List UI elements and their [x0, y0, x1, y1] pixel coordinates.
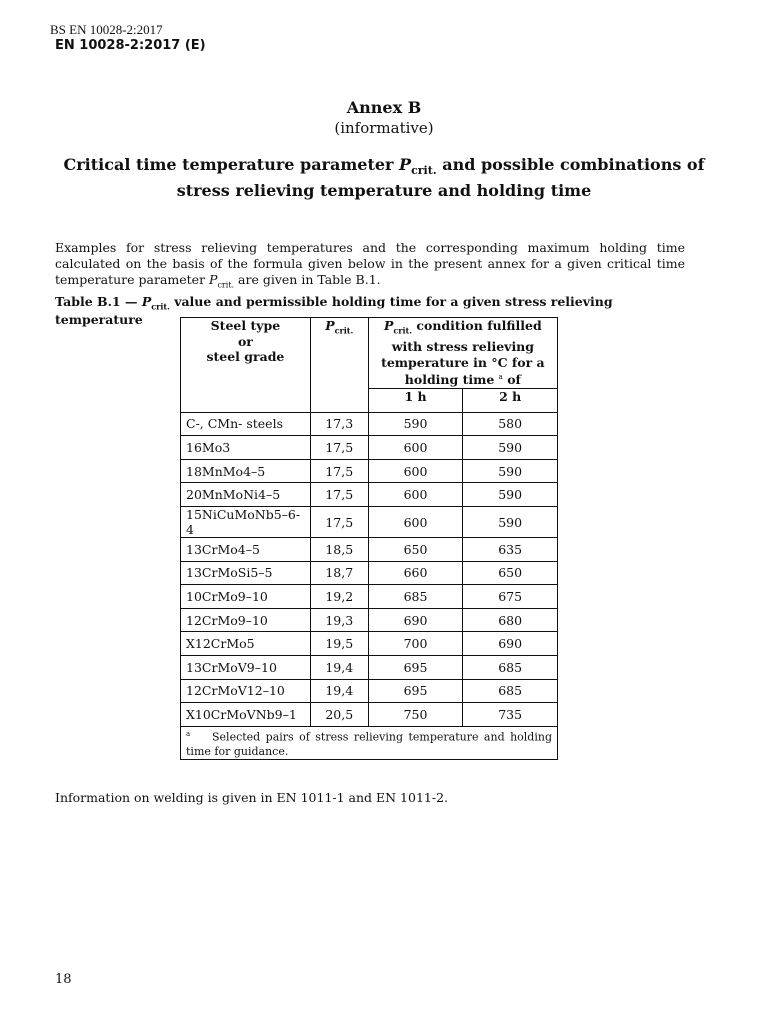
pcrit-value-cell: 17,3 [310, 412, 368, 436]
temp-2h-cell: 590 [463, 507, 558, 538]
header-condition-footnote-ref: a [498, 373, 503, 381]
annex-type: (informative) [334, 119, 434, 137]
steel-grade-cell: 10CrMo9–10 [181, 585, 311, 609]
header-steel-type-line1: Steel type [210, 318, 281, 333]
table-row [181, 632, 558, 656]
caption-subscript: crit. [151, 301, 170, 312]
temp-2h-cell: 635 [463, 538, 558, 562]
temp-2h-cell: 590 [463, 483, 558, 507]
temp-2h-cell: 685 [463, 679, 558, 703]
pcrit-value-cell: 17,5 [310, 436, 368, 460]
temp-2h-cell: 685 [463, 656, 558, 680]
temp-1h-cell: 600 [368, 507, 463, 538]
temp-2h-cell: 680 [463, 608, 558, 632]
header-standard: BS EN 10028-2:2017 [50, 22, 163, 37]
header-steel-type-line3: steel grade [206, 349, 285, 364]
temp-1h-cell: 650 [368, 538, 463, 562]
header-standard-edition: EN 10028-2:2017 (E) [55, 38, 206, 53]
steel-grade-cell: 18MnMo4–5 [181, 459, 311, 483]
pcrit-value-cell: 17,5 [310, 459, 368, 483]
table-row [181, 679, 558, 703]
temp-2h-cell: 590 [463, 436, 558, 460]
caption-part1: Table B.1 — [55, 294, 142, 309]
table-row [181, 538, 558, 562]
caption-part2: value and permissible holding time for a given stress relieving temperature [55, 294, 613, 327]
header-condition [368, 318, 557, 389]
temp-2h-cell: 675 [463, 585, 558, 609]
pcrit-table [180, 317, 558, 760]
steel-grade-cell: 13CrMoSi5–5 [181, 561, 311, 585]
temp-1h-cell: 700 [368, 632, 463, 656]
steel-grade-cell: X12CrMo5 [181, 632, 311, 656]
welding-info: Information on welding is given in EN 1011-1 and EN 1011-2. [55, 790, 449, 805]
temp-2h-cell: 650 [463, 561, 558, 585]
temp-1h-cell: 600 [368, 459, 463, 483]
steel-grade-cell: X10CrMoVNb9–1 [181, 703, 311, 727]
header-1h: 1 h [368, 388, 463, 412]
intro-subscript: crit. [217, 280, 235, 290]
annex-label: Annex B [346, 98, 422, 117]
temp-1h-cell: 750 [368, 703, 463, 727]
temp-2h-cell: 580 [463, 412, 558, 436]
header-condition-symbol: P [384, 318, 394, 333]
intro-part1: Examples for stress relieving temperatures and the corresponding maximum holding time calculated on the basis of the formula given below in the present annex for a given critical time temperature parameter [55, 240, 685, 287]
pcrit-value-cell: 17,5 [310, 507, 368, 538]
table-body [181, 412, 558, 726]
table-row [181, 436, 558, 460]
steel-grade-cell: 12CrMoV12–10 [181, 679, 311, 703]
header-condition-text: condition fulfilled with stress relieving temperature in °C for a holding time [381, 318, 545, 388]
pcrit-value-cell: 18,7 [310, 561, 368, 585]
title-part2: and possible combinations of stress relieving temperature and holding time [176, 155, 705, 201]
title-part1: Critical time temperature parameter [63, 155, 400, 174]
pcrit-value-cell: 19,2 [310, 585, 368, 609]
table-row [181, 412, 558, 436]
temp-1h-cell: 660 [368, 561, 463, 585]
pcrit-value-cell: 19,3 [310, 608, 368, 632]
header-pcrit [310, 318, 368, 413]
steel-grade-cell: 13CrMo4–5 [181, 538, 311, 562]
steel-grade-cell: C-, CMn- steels [181, 412, 311, 436]
steel-grade-cell: 12CrMo9–10 [181, 608, 311, 632]
table-row [181, 703, 558, 727]
table-row [181, 483, 558, 507]
intro-symbol: P [209, 272, 218, 287]
header-condition-subscript: crit. [393, 325, 413, 336]
temp-1h-cell: 690 [368, 608, 463, 632]
pcrit-value-cell: 17,5 [310, 483, 368, 507]
pcrit-value-cell: 19,4 [310, 679, 368, 703]
header-pcrit-symbol: P [325, 318, 335, 333]
table-row [181, 561, 558, 585]
title-symbol: P [399, 155, 412, 174]
header-condition-end: of [502, 372, 521, 388]
pcrit-value-cell: 19,4 [310, 656, 368, 680]
table-row [181, 608, 558, 632]
table-footnote [181, 726, 558, 760]
header-2h: 2 h [463, 388, 558, 412]
temp-2h-cell: 690 [463, 632, 558, 656]
pcrit-value-cell: 20,5 [310, 703, 368, 727]
footnote-mark: a [186, 729, 191, 738]
title-subscript: crit. [411, 164, 437, 178]
steel-grade-cell: 16Mo3 [181, 436, 311, 460]
temp-1h-cell: 695 [368, 679, 463, 703]
annex-title [60, 155, 708, 201]
page-number: 18 [55, 972, 72, 987]
intro-part2: are given in Table B.1. [234, 272, 381, 287]
temp-1h-cell: 685 [368, 585, 463, 609]
table-row [181, 656, 558, 680]
pcrit-value-cell: 19,5 [310, 632, 368, 656]
temp-1h-cell: 600 [368, 436, 463, 460]
steel-grade-cell: 15NiCuMoNb5–6-4 [181, 507, 311, 538]
header-steel-type-line2: or [237, 333, 253, 349]
temp-2h-cell: 590 [463, 459, 558, 483]
footnote-text: Selected pairs of stress relieving temperature and holding time for guidance. [186, 730, 552, 759]
temp-1h-cell: 590 [368, 412, 463, 436]
table-row [181, 585, 558, 609]
header-pcrit-subscript: crit. [334, 325, 354, 336]
steel-grade-cell: 13CrMoV9–10 [181, 656, 311, 680]
caption-symbol: P [141, 294, 152, 309]
table-row [181, 507, 558, 538]
header-steel-type [181, 318, 311, 413]
temp-1h-cell: 695 [368, 656, 463, 680]
intro-paragraph [55, 240, 685, 294]
temp-2h-cell: 735 [463, 703, 558, 727]
steel-grade-cell: 20MnMoNi4–5 [181, 483, 311, 507]
temp-1h-cell: 600 [368, 483, 463, 507]
pcrit-value-cell: 18,5 [310, 538, 368, 562]
table-row [181, 459, 558, 483]
